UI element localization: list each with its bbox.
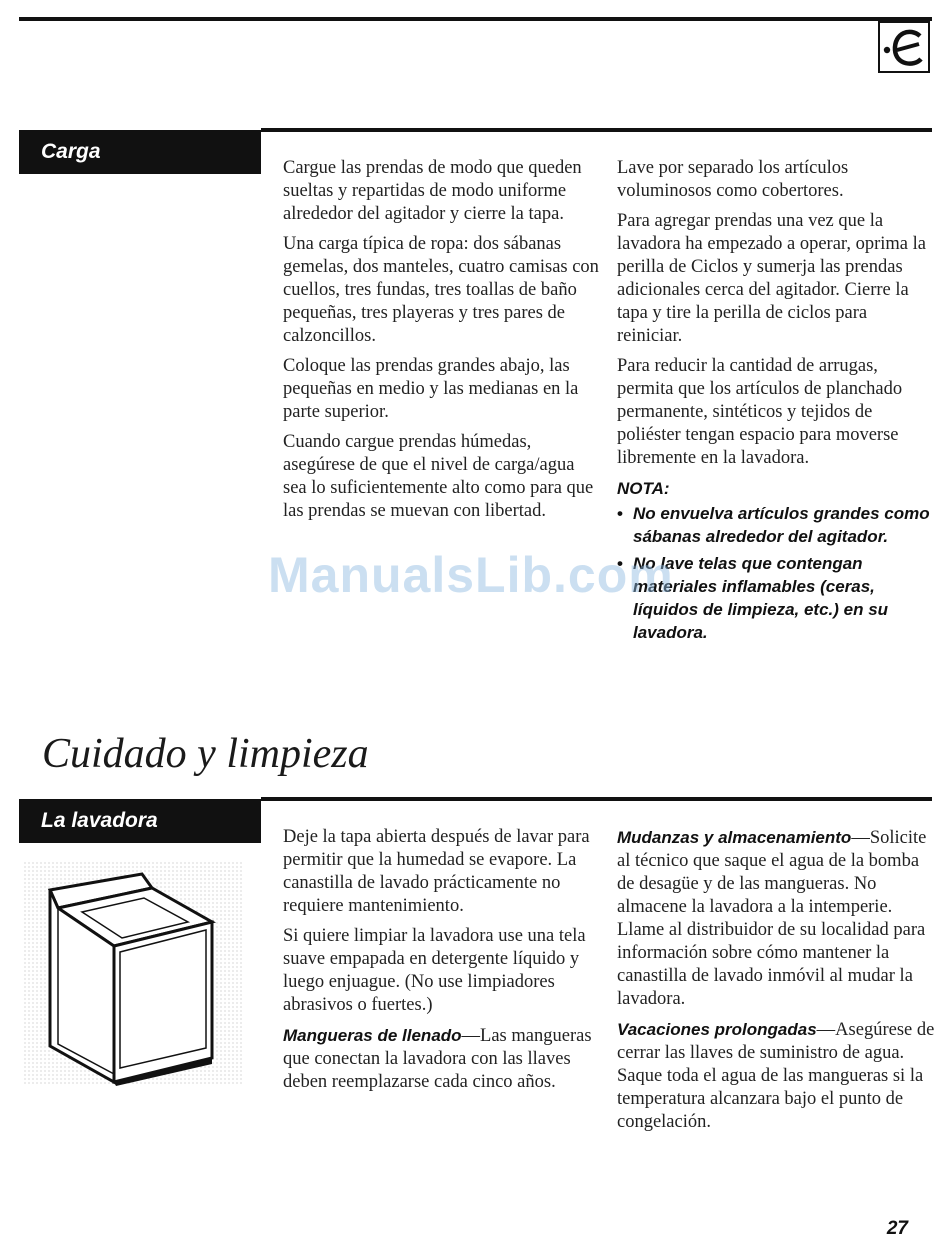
lavadora-right-column	[617, 826, 935, 1141]
page-number: 27	[886, 1218, 908, 1239]
vacaciones-label: Vacaciones prolongadas	[617, 1020, 817, 1039]
vacaciones-paragraph	[617, 1018, 935, 1134]
nota-label: NOTA:	[617, 479, 670, 498]
spanish-language-icon	[880, 23, 928, 71]
language-badge	[878, 21, 930, 73]
watermark: ManualsLib.com	[268, 547, 674, 603]
top-rule	[19, 17, 932, 21]
lavadora-paragraph: Deje la tapa abierta después de lavar para permitir que la humedad se evapore. La canastilla de lavado prácticamente no requiere mantenimiento.	[283, 827, 590, 916]
carga-rule	[261, 128, 932, 132]
vacaciones-text: —Asegúrese de cerrar las llaves de suministro de agua. Saque toda el agua de las mangueras si la temperatura alcanzara bajo el punto de congelación.	[617, 1020, 935, 1132]
mangueras-text: —Las mangueras que conectan la lavadora con las llaves deben reemplazarse cada cinco años.	[283, 1026, 592, 1092]
lavadora-rule	[261, 797, 932, 801]
nota-item: • No envuelva artículos grandes como sábanas alrededor del agitador.	[617, 502, 935, 548]
washer-illustration	[24, 862, 244, 1086]
carga-left-column	[283, 157, 601, 530]
mangueras-label: Mangueras de llenado	[283, 1026, 462, 1045]
mangueras-paragraph	[283, 1024, 601, 1094]
lavadora-left-column	[283, 826, 601, 1101]
mudanzas-text: —Solicite al técnico que saque el agua de la bomba de desagüe y de las mangueras. No almacene la lavadora a la intemperie. Llame al distribuidor de su localidad para información sobre cómo mantener la canastilla de lavado inmóvil al mudar la lavadora.	[617, 828, 927, 1009]
carga-paragraph: Una carga típica de ropa: dos sábanas gemelas, dos manteles, cuatro camisas con cuellos, tres fundas, tres toallas de baño pequeñas, tres playeras y tres pares de calzoncillos.	[283, 234, 599, 346]
carga-paragraph: Cargue las prendas de modo que queden sueltas y repartidas de modo uniforme alrededor del agitador y cierre la tapa.	[283, 158, 582, 224]
lavadora-paragraph: Si quiere limpiar la lavadora use una tela suave empapada en detergente líquido y luego enjuague. (No use limpiadores abrasivos o fuertes.)	[283, 926, 586, 1015]
carga-paragraph: Coloque las prendas grandes abajo, las pequeñas en medio y las medianas en la parte superior.	[283, 356, 579, 422]
carga-paragraph: Para reducir la cantidad de arrugas, permita que los artículos de planchado permanente, sintéticos y tejidos de poliéster tengan espacio para moverse libremente en la lavadora.	[617, 356, 903, 468]
mudanzas-label: Mudanzas y almacenamiento	[617, 828, 852, 847]
mudanzas-paragraph	[617, 826, 935, 1011]
lavadora-section-title: La lavadora	[19, 799, 261, 843]
carga-paragraph: Cuando cargue prendas húmedas, asegúrese de que el nivel de carga/agua sea lo suficientemente alto como para que las prendas se muevan con libertad.	[283, 432, 594, 521]
carga-section-title: Carga	[19, 130, 261, 174]
carga-paragraph: Para agregar prendas una vez que la lavadora ha empezado a operar, oprima la perilla de Ciclos y sumerja las prendas adicionales cerca del agitador. Cierre la tapa y tire la perilla de ciclos para reiniciar.	[617, 211, 926, 346]
carga-paragraph: Lave por separado los artículos voluminosos como cobertores.	[617, 158, 849, 201]
nota-item: • No lave telas que contengan materiales inflamables (ceras, líquidos de limpieza, etc.) en su lavadora.	[617, 552, 935, 644]
page-heading: Cuidado y limpieza	[42, 731, 369, 777]
